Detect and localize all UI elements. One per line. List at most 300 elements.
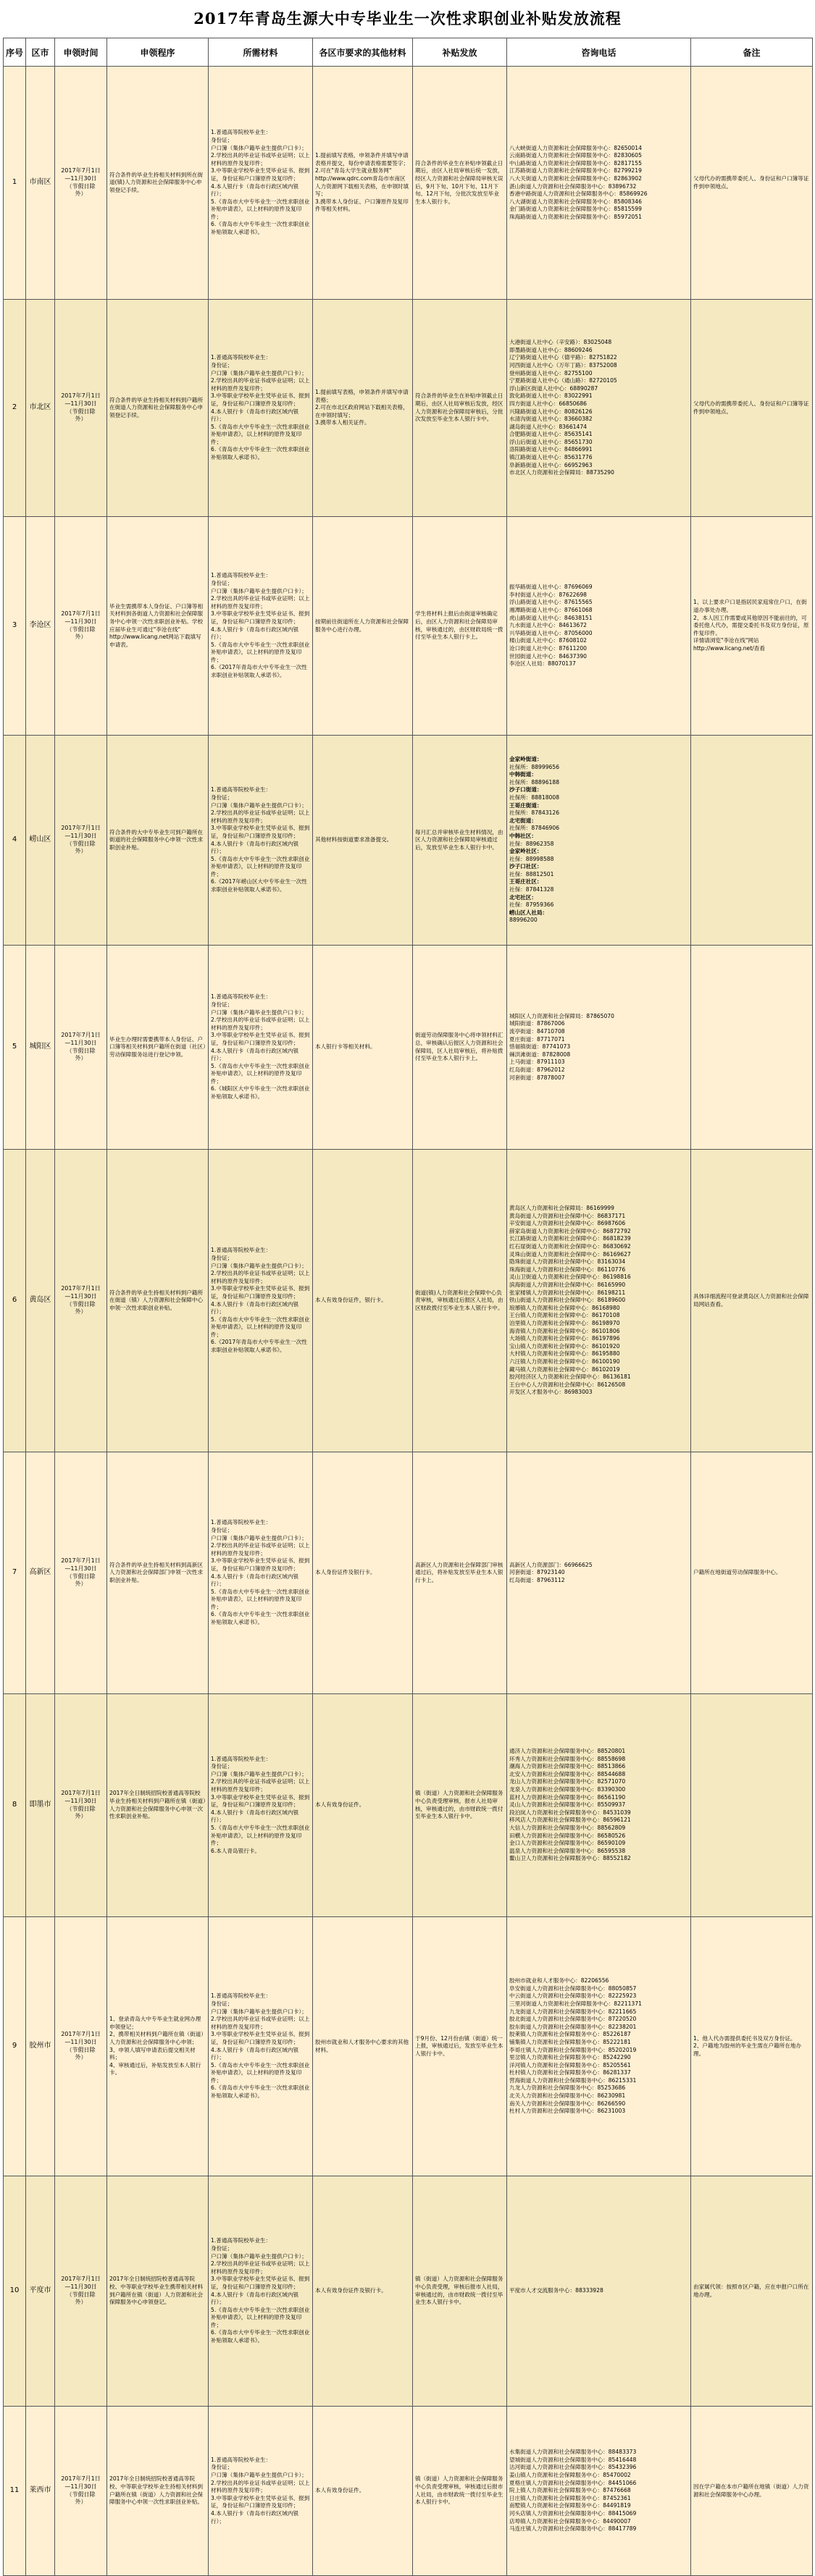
phone-line: 铁山街道人力资源和社会保障中心：86189600 — [509, 1297, 626, 1304]
phone-line: 湘潭路街道人社中心：87661068 — [509, 607, 593, 614]
phone-line: 南关人力资源和社会保障服务中心：86266590 — [509, 2100, 626, 2107]
cell-time — [55, 1917, 107, 2176]
cell-payment — [413, 2407, 507, 2576]
cell-no — [4, 1917, 26, 2176]
phone-line: 阜新路街道人社中心：66952963 — [509, 461, 593, 468]
phone-line: 金门路街道人力资源和社会保障服务中心：85815599 — [509, 206, 642, 213]
cell-remarks — [691, 517, 813, 736]
cell-no — [4, 517, 26, 736]
phone-line: 楼山街道人社中心：87608102 — [509, 637, 587, 644]
cell-remarks-text: 因在学户籍在本市户籍所在地镇（街道）人力资源和社会保障服务中心办理。 — [693, 2483, 809, 2498]
cell-no — [4, 1452, 26, 1694]
phone-line: 即墨路街道人社中心：88609246 — [509, 346, 593, 353]
phone-line: 杜村人力资源和社会保障服务中心：86231003 — [509, 2108, 626, 2115]
phone-line: 八大湖街道人力资源和社会保障服务中心：85808346 — [509, 198, 642, 205]
cell-remarks-text: 1、以上要求户口是指居民家庭常住户口，在街道办事处办理。 2、本人因工作需要或其他原因不能前往的，可委托他人代办，需提交委托书及双方身份证，原件复印件。 详情请浏览"李沧在线"网站 http://www.licang.net/查看 — [693, 599, 809, 652]
cell-district — [26, 300, 55, 517]
cell-phone — [507, 1452, 691, 1694]
cell-remarks — [691, 946, 813, 1150]
phone-line: 金家岭社区： — [509, 848, 543, 855]
table-row — [4, 946, 813, 1150]
phone-line: 杜村镇人力资源和社会保障服务中心：86281337 — [509, 2069, 631, 2076]
cell-time — [55, 1150, 107, 1452]
cell-materials-text: 1.普通高等院校毕业生： 身份证； 户口簿（集体户籍毕业生提供户口卡）； 2.学校出具的毕业证书或毕业证明；以上材料的原件及复印件； 3.中等职业学校毕业生凭毕业证书、报到证，身份证和户口簿原件及复印件； 4.本人银行卡（青岛市行政区域内银行）； — [211, 2456, 310, 2525]
cell-time-text: 2017年7月1日 —11月30日 （节假日除 外） — [61, 167, 101, 198]
cell-district-text: 崂山区 — [29, 835, 51, 844]
phone-line: 隐珠街道人力资源和社会保障中心：83163034 — [509, 1258, 626, 1266]
cell-materials — [209, 517, 313, 736]
phone-line: 胶东街道人力资源和社会保障服务中心：82238201 — [509, 2023, 637, 2030]
phone-line: 辛安街道人力资源和社会保障中心：86987606 — [509, 1220, 626, 1227]
phone-line: 镇江路街道人社中心：85631776 — [509, 454, 593, 461]
phone-line: 湛山街道人力资源和社会保障服务中心：83896732 — [509, 182, 637, 190]
phone-line: 沙子口街道： — [509, 786, 543, 794]
phone-line: 日庄镇人力资源和社会保障服务中心：87452361 — [509, 2494, 631, 2501]
phone-line: 北宅街道： — [509, 817, 537, 824]
phone-line: 中韩街道： — [509, 771, 537, 778]
phone-line: 大信人力资源和社会保障服务中心：88562809 — [509, 1824, 626, 1831]
cell-payment-text: 每月汇总并审核毕业生材料情况，由区人力资源和社会保障局审核通过后，发放至毕业生本人银行卡中。 — [415, 828, 503, 851]
cell-no-text: 11 — [9, 2486, 20, 2495]
phone-line: 兴华路街道人社中心：87056000 — [509, 629, 593, 636]
cell-remarks-text: 户籍所在地街道劳动保障服务中心。 — [693, 1569, 782, 1576]
cell-no-text: 10 — [9, 2286, 20, 2295]
table-row — [4, 2407, 813, 2576]
table-row — [4, 300, 813, 517]
cell-district-text: 黄岛区 — [29, 1296, 51, 1305]
phone-line: 李村街道人社中心：87622698 — [509, 591, 587, 598]
table-body — [4, 67, 813, 2576]
cell-payment — [413, 736, 507, 946]
cell-materials — [209, 67, 313, 300]
header-district: 区市 — [26, 38, 55, 67]
cell-phone — [507, 736, 691, 946]
cell-district — [26, 946, 55, 1150]
header-remarks: 备注 — [691, 38, 813, 67]
cell-no-text: 5 — [12, 1043, 17, 1051]
cell-no — [4, 67, 26, 300]
phone-line: 薛家岛街道人力资源和社会保障中心：86872792 — [509, 1227, 631, 1234]
phone-line: 宁夏路街道人社中心（通山路）：82720105 — [509, 377, 617, 384]
cell-no-text: 6 — [12, 1296, 17, 1305]
cell-process-text: 1、登录青岛大中专毕业生就业网办理申领登记； 2、携带相关材料到户籍所在镇（街道）人力资源和社会保障服务中心申领； 3、申领人填写申请表后提交相关材料； 4、审核通过后，补贴发放至本人银行卡。 — [109, 2016, 204, 2076]
phone-line: 平度市人才交流服务中心：88333928 — [509, 2287, 603, 2294]
phone-line: 登州路街道人社中心：82755100 — [509, 369, 593, 376]
cell-time — [55, 67, 107, 300]
cell-process — [107, 1917, 209, 2176]
cell-remarks — [691, 1917, 813, 2176]
cell-process-text: 毕业生需携带本人身份证、户口簿等相关材料到各街道人力资源和社会保障服务中心申领一次性求职创业补贴。学校应届毕业生可通过"李沧在线" http://www.licang.net网站下载填写申请表。 — [109, 602, 204, 648]
phone-line: 社保所：88999656 — [509, 763, 560, 770]
phone-line: 社保：87841328 — [509, 886, 554, 893]
cell-other-materials — [313, 2176, 413, 2407]
phone-line: 沽河街道人力资源和社会保障服务中心：85432396 — [509, 2464, 637, 2471]
header-no: 序号 — [4, 38, 26, 67]
phone-line: 移风店人力资源和社会保障服务中心：86596121 — [509, 1817, 631, 1824]
cell-no-text: 8 — [12, 1801, 17, 1809]
cell-phone — [507, 67, 691, 300]
cell-remarks-text: 父母代办的需携带委托人、身份证和户口簿等证件到申领地点。 — [693, 174, 809, 190]
phone-line: 滨海街道人力资源和社会保障中心：86165990 — [509, 1281, 626, 1289]
phone-line: 水清沟街道人社中心：83660382 — [509, 416, 593, 423]
cell-time-text: 2017年7月1日 —11月30日 （节假日除 外） — [61, 1032, 101, 1062]
phone-line: 通济人力资源和社会保障服务中心：88520801 — [509, 1748, 626, 1755]
cell-time-text: 2017年7月1日 —11月30日 （节假日除 外） — [61, 1285, 101, 1316]
cell-payment — [413, 1694, 507, 1917]
cell-no — [4, 946, 26, 1150]
header-other-materials: 各区市要求的其他材料 — [313, 38, 413, 67]
cell-process — [107, 1452, 209, 1694]
cell-materials-text: 1.普通高等院校毕业生： 身份证； 户口簿（集体户籍毕业生提供户口卡）； 2.学校出具的毕业证书或毕业证明；以上材料的原件及复印件； 3.中等职业学校毕业生凭毕业证书、报到证，身份证和户口簿原件及复印件； 4.本人银行卡（青岛市行政区域内银行）； 5.《青岛市大中专毕业生一次性求职创业补贴申请表》，以上材料的原件及复印件； 6.《青岛市大中专毕业生一次性求职创业补贴领取人承诺书》。 — [211, 354, 310, 461]
cell-process-text: 符合条件的毕业生持相关材料到高新区人力资源和社会保障部门申领一次性求职创业补贴。 — [109, 1561, 204, 1583]
table-row — [4, 1452, 813, 1694]
cell-process-text: 符合条件的毕业生持相关材料到所在街道(镇)人力资源和社会保障服务中心申领登记手续。 — [109, 171, 204, 193]
cell-other-materials-text: 1.提前填写表格，申领条件并填写申请表格； 2.可在市北区政府网站下载相关表格，在申领时填写； 3.携带本人相关证件。 — [315, 389, 409, 426]
cell-payment-text: 学生将材料上报后由街道审核确定后，由区人力资源和社会保障局审核，审核通过的，由区财政局统一拨付至毕业生本人银行卡上。 — [415, 610, 503, 641]
phone-line: 望城街道人力资源和社会保障服务中心：85416448 — [509, 2456, 637, 2463]
cell-other-materials-text: 按期前往街道所在人力资源和社会保障服务中心进行办理。 — [315, 618, 409, 633]
phone-line: 营海街道人力资源和社会保障服务中心：86215331 — [509, 2076, 637, 2084]
phone-line: 敦化路街道人社中心：83022991 — [509, 392, 593, 400]
phone-line: 胶莱镇人力资源和社会保障服务中心：85226187 — [509, 2031, 631, 2038]
cell-remarks-text: 1、他人代办需提供委托书及双方身份证。 2、户籍地为胶州的毕业生需在户籍所在地办理。 — [693, 2034, 802, 2057]
cell-phone — [507, 2407, 691, 2576]
phone-line: 88996200 — [509, 917, 538, 924]
cell-process-text: 符合条件的毕业生持相关材料到户籍所在街道人力资源和社会保障服务中心申领登记手续。 — [109, 396, 204, 418]
cell-no-text: 7 — [12, 1568, 17, 1577]
phone-line: 长江路街道人力资源和社会保障中心：86818239 — [509, 1235, 631, 1242]
phone-line: 九龙人力资源和社会保障服务中心：85253686 — [509, 2084, 626, 2092]
phone-line: 中韩社区： — [509, 832, 537, 839]
phone-line: 胶州市就业和人才服务中心：82206556 — [509, 1977, 609, 1984]
phone-line: 云南路街道人力资源和社会保障服务中心：82830605 — [509, 152, 642, 159]
cell-no — [4, 2407, 26, 2576]
cell-district-text: 城阳区 — [29, 1043, 51, 1051]
cell-time-text: 2017年7月1日 —11月30日 （节假日除 外） — [61, 392, 101, 423]
phone-line: 上马街道：87911103 — [509, 1058, 565, 1066]
phone-line: 南墅镇人力资源和社会保障服务中心：84491819 — [509, 2502, 631, 2509]
phone-line: 社保：88998588 — [509, 855, 554, 862]
cell-remarks — [691, 1452, 813, 1694]
phone-line: 四方街道人社中心：66850686 — [509, 400, 587, 407]
phone-line: 龙泉人力资源和社会保障服务中心：83390300 — [509, 1786, 626, 1793]
phone-line: 大村镇人力资源和社会保障中心：86195880 — [509, 1350, 620, 1358]
cell-payment-text: 于9月份、12月份由镇（街道）统一上报，审核通过后，发放至毕业生本人银行卡中。 — [415, 2034, 503, 2057]
phone-line: 八大关街道人力资源和社会保障服务中心：82863902 — [509, 174, 642, 182]
cell-district-text: 莱西市 — [29, 2486, 51, 2495]
cell-remarks — [691, 2407, 813, 2576]
table-row — [4, 736, 813, 946]
cell-materials — [209, 1694, 313, 1917]
header-row — [4, 38, 813, 67]
phone-line: 沧口街道人社中心：87611200 — [509, 644, 587, 652]
cell-other-materials-text: 其他材料按街道要求准备提交。 — [315, 836, 393, 843]
phone-line: 九水街道人社中心：84613672 — [509, 622, 587, 629]
cell-no — [4, 1694, 26, 1917]
cell-remarks-text: 由家属代领：按照市区户籍，应在申报户口所在地办理。 — [693, 2283, 809, 2298]
cell-other-materials-text: 本人有效身份证件，银行卡。 — [315, 1297, 387, 1304]
phone-line: 河西街道人社中心（万年丁路）：83752008 — [509, 361, 617, 369]
document-title: 2017年青岛生源大中专毕业生一次性求职创业补贴发放流程 — [193, 9, 622, 28]
cell-process — [107, 736, 209, 946]
phone-line: 王台中心人力资源和社会保障中心：86126508 — [509, 1381, 626, 1388]
phone-line: 水集街道人力资源和社会保障服务中心：88483373 — [509, 2449, 637, 2456]
cell-time — [55, 517, 107, 736]
phone-line: 流亭街道：84710708 — [509, 1028, 565, 1035]
cell-district — [26, 67, 55, 300]
cell-no-text: 1 — [12, 178, 17, 187]
cell-remarks-text: 父母代办的需携带委托人、身份证和户口簿等证件到申领地点。 — [693, 400, 809, 415]
phone-line: 洋河镇人力资源和社会保障服务中心：85205561 — [509, 2061, 631, 2068]
phone-line: 鳌山卫人力资源和社会保障服务中心：88552182 — [509, 1855, 631, 1862]
phone-line: 珠海街道人力资源和社会保障中心：86110776 — [509, 1266, 626, 1273]
cell-payment — [413, 2176, 507, 2407]
cell-time-text: 2017年7月1日 —11月30日 （节假日除 外） — [61, 1790, 101, 1820]
cell-district-text: 高新区 — [29, 1568, 51, 1577]
cell-other-materials — [313, 946, 413, 1150]
cell-district-text: 市北区 — [29, 403, 51, 412]
phone-line: 河头店镇人力资源和社会保障服务中心：88415069 — [509, 2509, 637, 2517]
cell-payment-text: 镇（街道）人力资源和社会保障服务中心负责受理审核，审核通过后报市人社局，由市财政统一拨付至毕业生本人银行卡中。 — [415, 2475, 503, 2506]
phone-line: 惜福镇街道：87741073 — [509, 1043, 571, 1051]
phone-line: 藏马镇人力资源和社会保障中心：86102019 — [509, 1365, 620, 1373]
cell-materials — [209, 2176, 313, 2407]
phone-line: 李哥庄镇人力资源和社会保障服务中心：85202019 — [509, 2046, 637, 2053]
phone-line: 珠海路街道人力资源和社会保障服务中心：85972051 — [509, 213, 642, 220]
cell-payment-text: 街道(镇)人力资源和社会保障中心负责审核，审核通过后报区人社局，由区财政拨付至毕业生本人银行卡中。 — [415, 1289, 503, 1311]
cell-time — [55, 2407, 107, 2576]
cell-time — [55, 1452, 107, 1694]
cell-other-materials-text: 本人银行卡等相关材料。 — [315, 1043, 376, 1051]
cell-district-text: 平度市 — [29, 2286, 51, 2295]
phone-line: 兴隆路街道人社中心：80826126 — [509, 408, 593, 415]
cell-materials-text: 1.普通高等院校毕业生： 身份证； 户口簿（集体户籍毕业生提供户口卡）； 2.学校出具的毕业证书或毕业证明；以上材料的原件及复印件； 3.中等职业学校毕业生凭毕业证书、报到证，身份证和户口簿原件及复印件； 4.本人银行卡（青岛市行政区域内银行）； 5.《青岛市大中专毕业生一次性求职创业补贴申请表》，以上材料的原件及复印件； 6.《2017年崂山区大中专毕业生一次性求职创业补贴领取人承诺书》。 — [211, 786, 310, 893]
phone-line: 八大峡街道人力资源和社会保障服务中心：82650014 — [509, 144, 642, 151]
phone-line: 北宅社区： — [509, 893, 537, 901]
phone-line: 江苏路街道人力资源和社会保障服务中心：82799219 — [509, 167, 642, 174]
phone-line: 马连庄镇人力资源和社会保障服务中心：88417789 — [509, 2525, 637, 2533]
table-row — [4, 67, 813, 300]
phone-line: 中山路街道人力资源和社会保障服务中心：82817155 — [509, 159, 642, 167]
cell-process-text: 2017年全日制统招院校普通高等院校、中等职业学校毕业生携带相关材料到户籍所在镇（街道）人力资源和社会保障服务中心申领登记。 — [109, 2276, 204, 2306]
header-payment: 补贴发放 — [413, 38, 507, 67]
cell-district — [26, 2407, 55, 2576]
cell-remarks — [691, 736, 813, 946]
cell-materials-text: 1.普通高等院校毕业生： 身份证； 户口簿（集体户籍毕业生提供户口卡）； 2.学校出具的毕业证书或毕业证明；以上材料的原件及复印件； 3.中等职业学校毕业生凭毕业证书、报到证，身份证和户口簿原件及复印件； 4.本人银行卡（青岛市行政区域内银行）； 5.《青岛市大中专毕业生一次性求职创业补贴申请表》，以上材料的原件及复印件； 6.《青岛市大中专毕业生一次性求职创业补贴领取人承诺书》。 — [211, 1519, 310, 1626]
cell-process — [107, 517, 209, 736]
phone-line: 夏格庄镇人力资源和社会保障服务中心：84451066 — [509, 2479, 637, 2486]
cell-no-text: 2 — [12, 403, 17, 412]
phone-line: 王哥庄社区： — [509, 878, 543, 885]
phone-line: 崂山区人社局： — [509, 909, 548, 916]
cell-other-materials-text: 本人身份证件及银行卡。 — [315, 1569, 376, 1576]
cell-time-text: 2017年7月1日 —11月30日 （节假日除 外） — [61, 2475, 101, 2506]
phone-line: 开发区人才服务中心：86983003 — [509, 1389, 593, 1396]
cell-materials-text: 1.普通高等院校毕业生： 身份证； 户口簿（集体户籍毕业生提供户口卡）； 2.学校出具的毕业证书或毕业证明；以上材料的原件及复印件； 3.中等职业学校毕业生凭毕业证书、报到证，身份证和户口簿原件及复印件； 4.本人银行卡（青岛市行政区域内银行）； 5.《青岛市大中专毕业生一次性求职创业补贴申请表》，以上材料的原件及复印件； 6.本人青岛银行卡。 — [211, 1755, 310, 1854]
phone-line: 灵珠山街道人力资源和社会保障中心：86169627 — [509, 1250, 631, 1258]
cell-time-text: 2017年7月1日 —11月30日 （节假日除 外） — [61, 1557, 101, 1588]
cell-other-materials — [313, 517, 413, 736]
cell-district-text: 李沧区 — [29, 621, 51, 630]
phone-line: 洛阳路街道人社中心：84866991 — [509, 446, 593, 453]
cell-phone — [507, 2176, 691, 2407]
cell-materials — [209, 1150, 313, 1452]
cell-payment-text: 镇（街道）人力资源和社会保障服务中心负责受理审核，报市人社局审核，审核通过的，由市财政统一拨付至毕业生本人银行卡中。 — [415, 1790, 503, 1820]
cell-phone — [507, 946, 691, 1150]
cell-process — [107, 2176, 209, 2407]
cell-other-materials — [313, 736, 413, 946]
cell-process-text: 2017年全日制统招院校普通高等院校、中等职业学校毕业生持相关材料到户籍所在镇（街道）人力资源和社会保障服务中心申领一次性求职创业补贴。 — [109, 2475, 204, 2506]
cell-no — [4, 736, 26, 946]
phone-line: 社保：87959366 — [509, 901, 554, 909]
phone-line: 蓝村人力资源和社会保障服务中心：86561190 — [509, 1793, 626, 1801]
cell-materials-text: 1.普通高等院校毕业生： 身份证； 户口簿（集体户籍毕业生提供户口卡）； 2.学校出具的毕业证书或毕业证明；以上材料的原件及复印件； 3.中等职业学校毕业生凭毕业证书、报到证，身份证和户口簿原件及复印件； 4.本人银行卡（青岛市行政区域内银行）； 5.《青岛市大中专毕业生一次性求职创业补贴申请表》，以上材料的原件及复印件； 6.《2017年青岛市大中专毕业生一次性求职创业补贴领取人承诺书》。 — [211, 572, 310, 679]
phone-line: 六汪镇人力资源和社会保障中心：86100190 — [509, 1358, 620, 1365]
phone-line: 大港街道人社中心（辛安路）：83025048 — [509, 339, 612, 346]
phone-line: 红石崖街道人力资源和社会保障中心：86830692 — [509, 1243, 631, 1250]
header-phone: 咨询电话 — [507, 38, 691, 67]
cell-other-materials-text: 本人有效身份证件。 — [315, 1801, 365, 1809]
phone-line: 社保所：88896188 — [509, 778, 560, 786]
phone-line: 北安人力资源和社会保障服务中心：88544688 — [509, 1770, 626, 1777]
phone-line: 红岛街道：87963112 — [509, 1576, 565, 1583]
header-process: 申领程序 — [107, 38, 209, 67]
phone-line: 黄岛街道人力资源和社会保障中心：86837171 — [509, 1212, 626, 1219]
cell-process — [107, 1694, 209, 1917]
phone-line: 田横人力资源和社会保障服务中心：86580526 — [509, 1832, 626, 1839]
phone-line: 海青镇人力资源和社会保障中心：86101806 — [509, 1327, 620, 1334]
cell-other-materials-text: 胶州市就业和人才服务中心要求的其他材料。 — [315, 2038, 409, 2053]
phone-line: 灵山卫街道人力资源和社会保障中心：86198816 — [509, 1274, 631, 1281]
cell-district-text: 胶州市 — [29, 2042, 51, 2050]
cell-payment — [413, 1150, 507, 1452]
phone-line: 社保所：88818008 — [509, 794, 560, 801]
phone-line: 宝山镇人力资源和社会保障中心：86101920 — [509, 1342, 620, 1350]
phone-line: 灵山人力资源和社会保障服务中心：85509937 — [509, 1801, 626, 1809]
phone-line: 市北区人力资源和社会保障局：88735290 — [509, 469, 614, 476]
cell-time — [55, 2176, 107, 2407]
phone-line: 李沧区人社局：88070137 — [509, 660, 576, 668]
cell-phone — [507, 1917, 691, 2176]
phone-line: 九龙街道人力资源和社会保障服务中心：82211665 — [509, 2008, 637, 2015]
cell-time — [55, 1694, 107, 1917]
header-time: 申领时间 — [55, 38, 107, 67]
cell-remarks — [691, 67, 813, 300]
cell-other-materials — [313, 1917, 413, 2176]
phone-line: 棘洪滩街道：87828008 — [509, 1051, 571, 1058]
cell-process-text: 符合条件的大中专毕业生可到户籍所在街道的社会保障服务中心申领一次性求职创业补贴。 — [109, 828, 204, 851]
cell-remarks — [691, 2176, 813, 2407]
cell-payment — [413, 67, 507, 300]
phone-line: 振华路街道人社中心：87696069 — [509, 584, 593, 591]
cell-process — [107, 2407, 209, 2576]
cell-no — [4, 2176, 26, 2407]
cell-no — [4, 300, 26, 517]
phone-line: 黄岛区人力资源和社会保障局：86169999 — [509, 1205, 614, 1212]
cell-district — [26, 517, 55, 736]
cell-payment-text: 街道劳动保障服务中心将申领材料汇总，审核确认后报区人力资源和社会保障局，区人社局审核后，将补贴拨付至毕业生本人银行卡上。 — [415, 1032, 503, 1062]
phone-line: 社保所：87843126 — [509, 809, 560, 817]
cell-materials — [209, 1917, 313, 2176]
phone-line: 金口人力资源和社会保障服务中心：86590109 — [509, 1840, 626, 1847]
cell-materials — [209, 300, 313, 517]
cell-district — [26, 736, 55, 946]
cell-time — [55, 736, 107, 946]
phone-line: 合肥路街道人社中心：85635141 — [509, 431, 593, 438]
phone-line: 城阳区人力资源和社会保障局：87865070 — [509, 1012, 614, 1019]
cell-process — [107, 67, 209, 300]
policy-table — [3, 38, 813, 2576]
cell-payment-text: 高新区人力资源和社会保障部门审核通过后，将补贴发放至毕业生本人银行卡上。 — [415, 1561, 503, 1583]
phone-line: 中云街道人力资源和社会保障服务中心：82225923 — [509, 1992, 637, 2000]
phone-line: 铺集镇人力资源和社会保障服务中心：85222181 — [509, 2038, 631, 2045]
cell-other-materials — [313, 1694, 413, 1917]
phone-line: 社保：88962358 — [509, 840, 554, 847]
cell-phone — [507, 517, 691, 736]
cell-other-materials-text: 本人有效身份证件。 — [315, 2487, 365, 2494]
cell-payment — [413, 300, 507, 517]
phone-line: 阜安街道人力资源和社会保障服务中心：88050857 — [509, 1984, 637, 1992]
cell-phone — [507, 300, 691, 517]
phone-line: 社保所：87846906 — [509, 825, 560, 832]
cell-remarks — [691, 300, 813, 517]
cell-materials-text: 1.普通高等院校毕业生： 身份证； 户口簿（集体户籍毕业生提供户口卡）； 2.学校出具的毕业证书或毕业证明；以上材料的原件及复印件； 3.中等职业学校毕业生凭毕业证书、报到证，身份证和户口簿原件及复印件； 4.本人银行卡（青岛市行政区域内银行）； 5.《青岛市大中专毕业生一次性求职创业补贴申请表》，以上材料的原件及复印件； 6.《青岛市大中专毕业生一次性求职创业补贴领取人承诺书》。 — [211, 129, 310, 236]
phone-line: 社保：88812501 — [509, 870, 554, 877]
cell-other-materials-text: 本人有效身份证件及银行卡。 — [315, 2287, 387, 2294]
cell-district — [26, 1917, 55, 2176]
cell-materials-text: 1.普通高等院校毕业生： 身份证； 户口簿（集体户籍毕业生提供户口卡）； 2.学校出具的毕业证书或毕业证明；以上材料的原件及复印件； 3.中等职业学校毕业生凭毕业证书、报到证，身份证和户口簿原件及复印件； 4.本人银行卡（青岛市行政区域内银行）； 5.《青岛市大中专毕业生一次性求职创业补贴申请表》，以上材料的原件及复印件； 6.《2017年青岛市大中专毕业生一次性求职创业补贴领取人承诺书》。 — [211, 1247, 310, 1354]
cell-process — [107, 300, 209, 517]
phone-line: 城阳街道：87867006 — [509, 1020, 565, 1027]
table-row — [4, 1150, 813, 1452]
cell-district — [26, 1150, 55, 1452]
phone-line: 沙子口社区： — [509, 863, 543, 870]
cell-materials — [209, 946, 313, 1150]
table-row — [4, 1917, 813, 2176]
cell-process — [107, 1150, 209, 1452]
phone-line: 环秀人力资源和社会保障服务中心：88558698 — [509, 1755, 626, 1762]
cell-district — [26, 1452, 55, 1694]
phone-line: 温泉人力资源和社会保障服务中心：86595538 — [509, 1847, 626, 1854]
cell-no-text: 4 — [12, 835, 17, 844]
phone-line: 院上镇人力资源和社会保障服务中心：87476668 — [509, 2487, 631, 2494]
cell-materials-text: 1.普通高等院校毕业生： 身份证； 户口簿（集体户籍毕业生提供户口卡）； 2.学校出具的毕业证书或毕业证明；以上材料的原件及复印件； 3.中等职业学校毕业生凭毕业证书、报到证，身份证和户口簿原件及复印件； 4.本人银行卡（青岛市行政区域内银行）； 5.《青岛市大中专毕业生一次性求职创业补贴申请表》，以上材料的原件及复印件； 6.《青岛市大中专毕业生一次性求职创业补贴领取人承诺书》。 — [211, 1992, 310, 2100]
phone-line: 河套街道：87923140 — [509, 1569, 565, 1576]
cell-time — [55, 300, 107, 517]
cell-materials — [209, 736, 313, 946]
cell-remarks — [691, 1150, 813, 1452]
phone-line: 龙山人力资源和社会保障服务中心：82571070 — [509, 1778, 626, 1785]
phone-line: 北关人力资源和社会保障服务中心：86230981 — [509, 2092, 626, 2100]
header-materials: 所需材料 — [209, 38, 313, 67]
phone-line: 姜山镇人力资源和社会保障服务中心：85470002 — [509, 2472, 631, 2479]
phone-line: 王哥庄街道： — [509, 801, 543, 809]
cell-materials-text: 1.普通高等院校毕业生： 身份证； 户口簿（集体户籍毕业生提供户口卡）； 2.学校出具的毕业证书或毕业证明；以上材料的原件及复印件； 3.中等职业学校毕业生凭毕业证书、报到证，身份证和户口簿原件及复印件； 4.本人银行卡（青岛市行政区域内银行）； 5.《青岛市大中专毕业生一次性求职创业补贴申请表》，以上材料的原件及复印件； 6.《城阳区大中专毕业生一次性求职创业补贴领取人承诺书》。 — [211, 993, 310, 1100]
phone-line: 河套街道：87878007 — [509, 1074, 565, 1081]
table-row — [4, 1694, 813, 1917]
phone-line: 浮山新区街道人社中心：68890287 — [509, 384, 598, 392]
cell-payment — [413, 1917, 507, 2176]
phone-line: 湖岛街道人社中心：83661474 — [509, 423, 587, 430]
cell-no — [4, 1150, 26, 1452]
cell-other-materials — [313, 300, 413, 517]
cell-payment-text: 镇（街道）人力资源和社会保障服务中心负责受理，审核后报市人社局，审核通过的，由市财政统一拨付至毕业生本人银行卡中。 — [415, 2276, 503, 2306]
phone-line: 浮山路街道人社中心：87615565 — [509, 599, 593, 606]
cell-time-text: 2017年7月1日 —11月30日 （节假日除 外） — [61, 2276, 101, 2306]
phone-line: 浮山后街道人社中心：85651730 — [509, 438, 593, 445]
cell-time-text: 2017年7月1日 —11月30日 （节假日除 外） — [61, 2031, 101, 2061]
cell-phone — [507, 1694, 691, 1917]
